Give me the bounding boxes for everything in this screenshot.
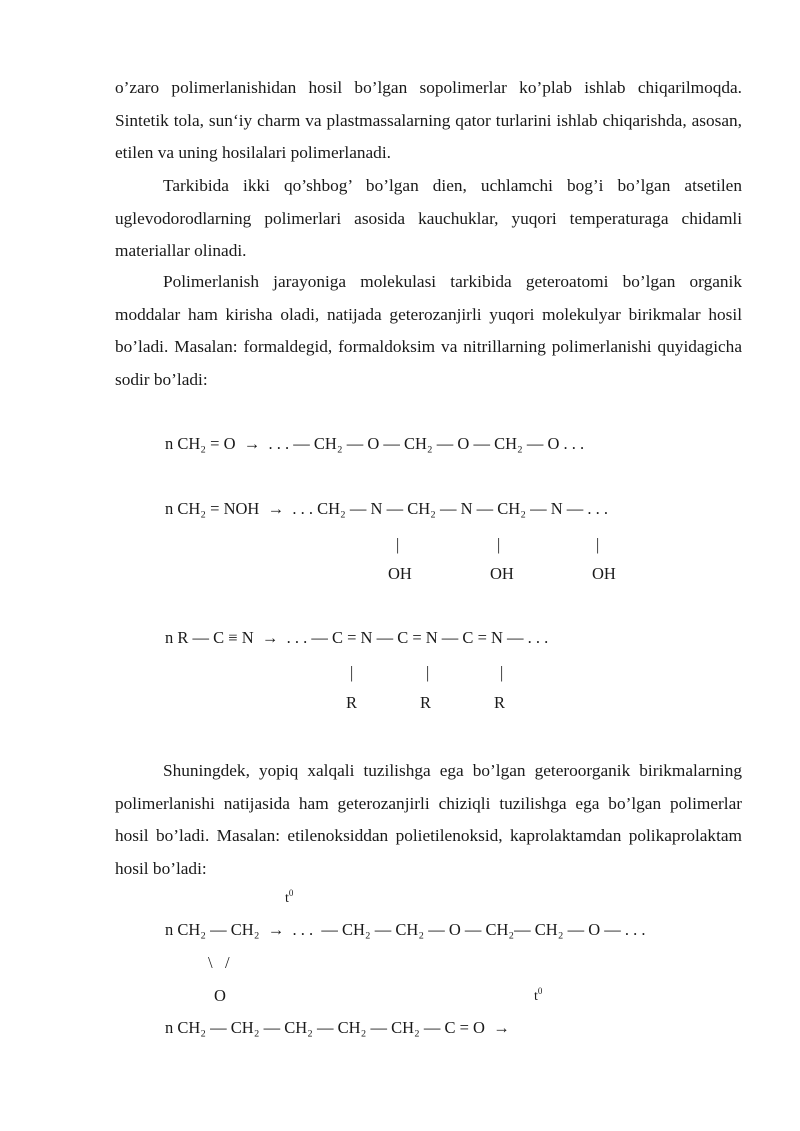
temperature-label: $t^0$	[534, 986, 543, 1004]
radical-r: R	[346, 693, 358, 712]
hydroxyl-group: OH	[490, 564, 514, 583]
bond-bar: |	[396, 535, 400, 554]
equation-formaldehyde: n CH₂ = O → . . . — CH₂ — O — CH₂ — O — CH₂ — O . . .	[165, 434, 585, 453]
equation-caprolactam: n CH₂ — CH₂ — CH₂ — CH₂ — CH₂ — C = O →	[165, 1018, 510, 1037]
hydroxyl-group: OH	[388, 564, 412, 583]
radical-r: R	[494, 693, 506, 712]
bond-bar: |	[350, 663, 354, 682]
radical-r: R	[420, 693, 432, 712]
ring-bonds: \ /	[208, 953, 230, 972]
equation-formaldoxime: n CH₂ = NOH → . . . CH₂ — N — CH₂ — N — CH₂ — N — . . .	[165, 499, 608, 518]
bond-bar: |	[596, 535, 600, 554]
bond-bar: |	[426, 663, 430, 682]
temperature-label: $t^0$	[285, 888, 294, 906]
bond-bar: |	[497, 535, 501, 554]
paragraph-1: o’zaro polimerlanishidan hosil bo’lgan sopolimerlar ko’plab ishlab chiqarilmoqda. Sintetik tola, sun‘iy charm va plastmassalarning qator turlarini ishlab chiqarishda, asosan, etilen va uning hosilalari polimerlanadi.	[115, 78, 742, 162]
bond-bar: |	[500, 663, 504, 682]
equation-ethylene-oxide: n CH₂ — CH₂ → . . . — CH₂ — CH₂ — O — CH₂— CH₂ — O — . . .	[165, 920, 646, 939]
equation-nitrile: n R — C ≡ N → . . . — C = N — C = N — C = N — . . .	[165, 628, 549, 647]
paragraph-4: Shuningdek, yopiq xalqali tuzilishga ega bo’lgan geteroorganik birikmalarning polimerlanishi natijasida ham geterozanjirli chiziqli tuzilishga ega bo’lgan polimerlar hosil bo’ladi. Masalan: etilenoksiddan polietilenoksid, kaprolaktamdan polikaprolaktam hosil bo’ladi:	[115, 761, 742, 878]
hydroxyl-group: OH	[592, 564, 616, 583]
ring-oxygen: O	[214, 986, 226, 1005]
paragraph-3: Polimerlanish jarayoniga molekulasi tarkibida geteroatomi bo’lgan organik moddalar ham kirisha oladi, natijada geterozanjirli yuqori molekulyar birikmalar hosil bo’ladi. Masalan: formaldegid, formaldoksim va nitrillarning polimerlanishi quyidagicha sodir bo’ladi:	[115, 272, 742, 389]
paragraph-2: Tarkibida ikki qo’shbog’ bo’lgan dien, uchlamchi bog’i bo’lgan atsetilen uglevodorodlarning polimerlari asosida kauchuklar, yuqori temperaturaga chidamli materiallar olinadi.	[115, 176, 742, 260]
